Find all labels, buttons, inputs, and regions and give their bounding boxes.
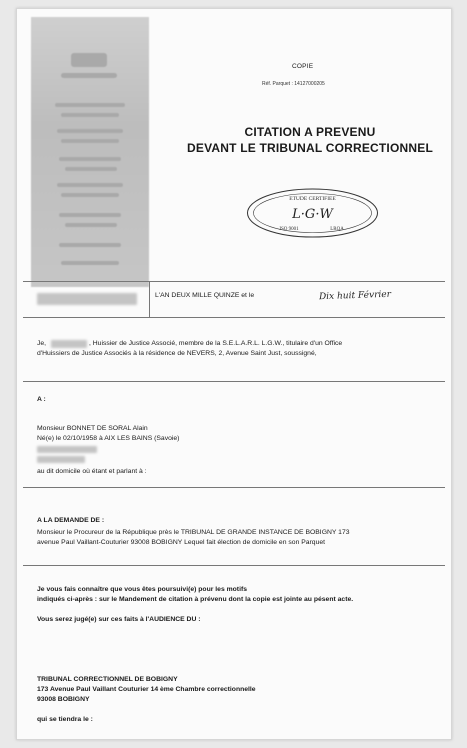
divider-line [23,381,445,382]
ref-parquet: Réf. Parquet : 14127000205 [262,81,325,87]
document-title [167,124,452,156]
demande-line-2: avenue Paul Vaillant-Couturier 93008 BOBIGNY Lequel fait élection de domicile en son Parquet [37,539,326,546]
notice-line-3: Vous serez jugé(e) sur ces faits à l'AUDIENCE DU : [37,616,201,623]
recipient-name: Monsieur BONNET DE SORAL Alain [37,425,148,432]
recipient-birth: Né(e) le 02/10/1958 à AIX LES BAINS (Savoie) [37,435,180,442]
redacted-name [51,340,87,348]
vertical-divider [149,281,150,317]
tribunal-date-label: qui se tiendra le : [37,716,93,723]
certification-seal [245,187,380,239]
huissier-line-2: d'Huissiers de Justice Associés à la résidence de NEVERS, 2, Avenue Saint Just, soussigné, [37,350,317,357]
notice-line-2: indiqués ci-après : sur le Mandement de citation à prévenu dont la copie est jointe au pésent acte. [37,596,354,603]
redacted-address-2 [37,456,85,463]
seal-iso-text: ISO 9001 [279,227,299,232]
date-printed: L'AN DEUX MILLE QUINZE et le [155,292,255,299]
tribunal-city: 93008 BOBIGNY [37,696,90,703]
date-handwritten: Dix huit Février [318,289,392,303]
divider-line [23,487,445,488]
redacted-letterhead [31,17,149,287]
seal-monogram: L·G·W [292,207,333,222]
huissier-line-1: , Huissier de Justice Associé, membre de la S.E.L.A.R.L. L.G.W., titulaire d'un Office [89,340,343,347]
redacted-address-1 [37,446,97,453]
demande-label: A LA DEMANDE DE : [37,517,105,524]
domicile-line: au dit domicile où étant et parlant à : [37,468,147,475]
title-line-2: DEVANT LE TRIBUNAL CORRECTIONNEL [187,141,433,155]
divider-line [23,317,445,318]
seal-lrqa-text: LRQA [330,227,344,232]
divider-line [23,565,445,566]
tribunal-address: 173 Avenue Paul Vaillant Couturier 14 ème Chambre correctionnelle [37,686,256,693]
recipient-label: A : [37,396,46,403]
redacted-reference [37,293,137,305]
copie-label: COPIE [292,63,314,70]
huissier-prefix: Je, [37,340,47,347]
notice-line-1: Je vous fais connaître que vous êtes poursuivi(e) pour les motifs [37,586,247,593]
document-page [16,8,452,740]
tribunal-name: TRIBUNAL CORRECTIONNEL DE BOBIGNY [37,676,178,683]
divider-line [23,281,445,282]
demande-line-1: Monsieur le Procureur de la République près le TRIBUNAL DE GRANDE INSTANCE DE BOBIGNY 173 [37,529,350,536]
title-line-1: CITATION A PREVENU [244,125,376,139]
seal-top-text: ETUDE CERTIFIEE [289,196,336,202]
